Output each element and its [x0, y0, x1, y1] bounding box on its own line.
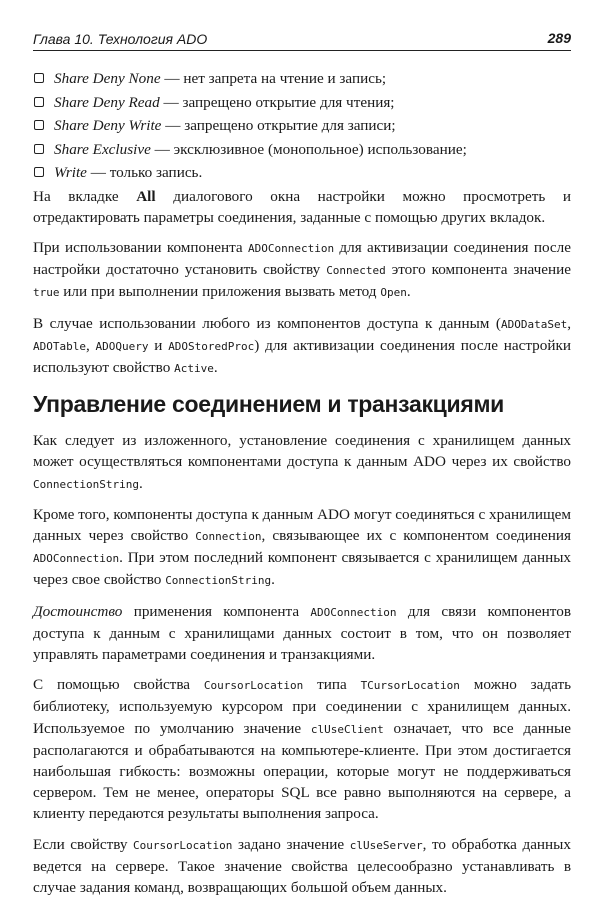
list-item-text: — запрещено открытие для записи; — [161, 117, 396, 134]
list-item — [33, 115, 571, 136]
list-item-term: Share Exclusive — [54, 140, 151, 158]
text-run: этого компонента значение — [385, 261, 571, 279]
code-term: CoursorLocation — [203, 679, 304, 693]
list-item-text: — запрещено открытие для чтения; — [159, 93, 395, 111]
code-term: ADOConnection — [310, 605, 397, 619]
code-term: Active — [174, 361, 214, 375]
code-term: ConnectionString — [33, 477, 139, 491]
text-run: На вкладке — [33, 187, 137, 205]
page-number: 289 — [547, 30, 571, 46]
text-run: . — [213, 358, 218, 376]
list-item-term: Share Deny None — [54, 70, 161, 87]
chapter-title: Глава 10. Технология ADO — [33, 31, 208, 47]
text-run: Кроме того, компоненты доступа к данным ADO могут соединяться с хранилищем данных через свойство — [33, 505, 571, 544]
paragraph-advantage — [33, 601, 571, 666]
list-item-term: Share Deny Read — [54, 93, 160, 111]
checkbox-bullet-icon — [34, 144, 44, 154]
list-item — [33, 92, 571, 113]
code-term: Connected — [326, 264, 386, 278]
code-term: clUseClient — [310, 722, 384, 736]
text-run: . — [271, 571, 275, 589]
text-run: . — [406, 283, 411, 301]
code-term: true — [33, 286, 60, 300]
text-run: , — [567, 314, 571, 332]
running-header — [33, 28, 571, 51]
code-term: CoursorLocation — [133, 838, 233, 852]
text-run: ) для активизации соединения после настройки используют свойство — [33, 336, 571, 376]
text-run: можно задать библиотеку, используемую курсором при соединении с хранилищем данных. Используемое по умолчанию значение — [33, 676, 572, 737]
code-term: Open — [380, 286, 407, 300]
text-run: , то обработка данных ведется на сервере. Такое значение свойства целесообразно устанавливать в случае задания команд, возвращающих большой объем данных. — [33, 835, 571, 896]
text-run: применения компонента — [122, 602, 311, 620]
code-term: TCursorLocation — [360, 679, 460, 693]
list-item-text: — нет запрета на чтение и запись; — [160, 70, 387, 87]
emphasis-term: Достоинство — [33, 602, 123, 620]
code-term: clUseServer — [349, 838, 423, 852]
text-run: С помощью свойства — [33, 676, 204, 694]
section-heading: Управление соединением и транзакциями — [33, 391, 505, 418]
text-run: В случае использовании любого из компонентов доступа к данным ( — [33, 314, 501, 332]
text-run: для активизации соединения после настройки достаточно установить свойству — [33, 238, 571, 279]
text-run: или при выполнении приложения вызвать метод — [59, 283, 381, 301]
text-run: , связывающее их с компонентом соединения — [261, 526, 571, 544]
list-item — [33, 162, 571, 183]
text-run: . При этом последний компонент связывается с хранилищем данных через свое свойство — [33, 549, 571, 589]
code-term: ConnectionString — [165, 574, 272, 588]
text-run: означает, что все данные располагаются и обрабатываются на компьютере-клиенте. При этом достигается наибольшая гибкость: возможны операции, которые могут не поддерживаться сервером. Тем не менее, операторы SQL все равно выполняются на сервере, а клиенту передаются результаты выполнения запроса. — [33, 719, 571, 823]
list-item-term: Write — [54, 164, 87, 181]
text-run: Если свойству — [33, 835, 134, 853]
text-run: типа — [303, 676, 361, 694]
share-mode-list — [33, 68, 571, 183]
text-run: для связи компонентов доступа к данным с хранилищами данных состоит в том, что он позволяет управлять параметрами соединения и транзакциями. — [33, 602, 571, 663]
paragraph-all-tab — [33, 186, 571, 228]
text-run: , — [85, 336, 96, 354]
paragraph-connectionstring — [33, 430, 571, 495]
checkbox-bullet-icon — [34, 120, 44, 130]
text-run: и — [148, 336, 169, 354]
code-term: Connection — [195, 529, 262, 543]
page-body — [33, 68, 571, 907]
paragraph-cursorlocation-client — [33, 674, 571, 824]
tab-name: All — [136, 187, 156, 205]
checkbox-bullet-icon — [34, 73, 44, 83]
text-run: . — [138, 474, 143, 492]
list-item-text: — только запись. — [86, 164, 203, 181]
text-run: При использовании компонента — [33, 238, 248, 256]
code-term: ADOConnection — [33, 552, 120, 566]
paragraph-adoconnection — [33, 237, 571, 304]
text-run: задано значение — [232, 835, 350, 853]
checkbox-bullet-icon — [34, 97, 44, 107]
paragraph-connection-property — [33, 504, 571, 592]
code-term: ADOConnection — [247, 241, 335, 255]
code-term: ADOTable — [33, 339, 86, 353]
list-item-term: Share Deny Write — [54, 117, 162, 134]
checkbox-bullet-icon — [34, 167, 44, 177]
code-term: ADOStoredProc — [168, 339, 255, 353]
paragraph-cursorlocation-server — [33, 834, 571, 899]
list-item — [33, 68, 571, 89]
list-item-text: — эксклюзивное (монопольное) использование; — [150, 140, 467, 158]
code-term: ADODataSet — [500, 317, 568, 331]
text-run: диалогового окна настройки можно просмотреть и отредактировать параметры соединения, заданные с помощью других вкладок. — [33, 187, 572, 226]
text-run: Как следует из изложенного, установление соединения с хранилищем данных может осуществляться компонентами доступа к данным ADO через их свойство — [33, 432, 571, 471]
code-term: ADOQuery — [95, 339, 149, 353]
paragraph-active-property — [33, 313, 571, 380]
list-item — [33, 139, 571, 160]
